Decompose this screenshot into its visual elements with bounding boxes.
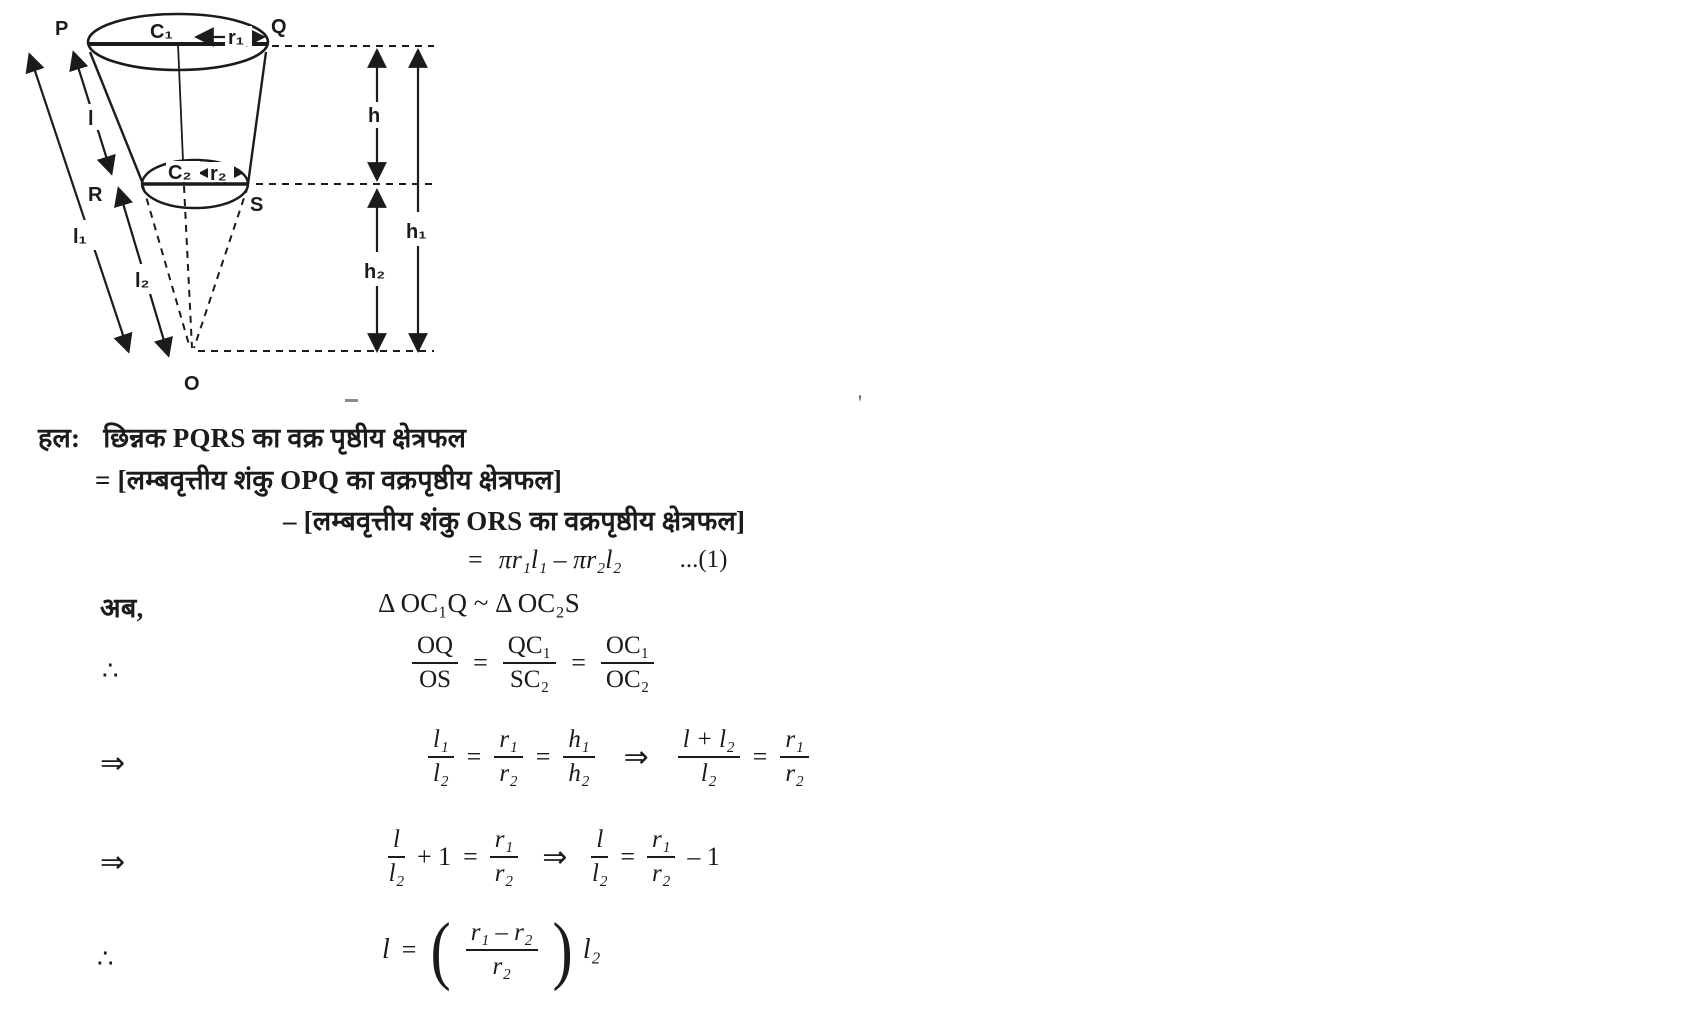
- slant-l2-label: l₂: [135, 270, 150, 292]
- equation-tag-1: ...(1): [679, 546, 728, 573]
- height-h1-label: h₁: [406, 221, 427, 243]
- fraction-oq-os: $\frac{OQ}{OS}$: [412, 633, 458, 694]
- implies-symbol: ⇒: [100, 747, 126, 780]
- equals-sign: =: [473, 648, 488, 678]
- equals-sign: =: [463, 842, 478, 872]
- equals-sign: =: [535, 742, 551, 772]
- fraction-qc1-sc2: $\frac{\text{QC₁}}{\text{SC₂}}$: [503, 633, 556, 694]
- fraction-l1-l2: $\frac{\text{l₁}}{\text{l₂}}$: [428, 727, 454, 788]
- slant-l1-label: l₁: [73, 226, 87, 248]
- radius-r1-label: r₁: [228, 27, 245, 49]
- height-h-label: h: [368, 105, 381, 127]
- ratio-line-3: [388, 827, 720, 888]
- equals-sign: =: [571, 648, 586, 678]
- equals-sign: =: [466, 742, 482, 772]
- fraction-r1-r2: $\frac{\text{r₁}}{\text{r₂}}$: [647, 827, 675, 888]
- ratio-line-1: [412, 633, 654, 694]
- scan-artifact-tick: ': [858, 390, 862, 415]
- close-paren: ): [552, 908, 573, 992]
- solution-line-3: – [लम्बवृत्तीय शंकु ORS का वक्रपृष्ठीय क्षेत्रफल]: [283, 506, 746, 536]
- right-slant-edge: [248, 52, 266, 184]
- l1-arrow: [30, 56, 128, 350]
- diagram-labels: [55, 16, 427, 395]
- fraction-oc1-oc2: $\frac{\text{OC₁}}{\text{OC₂}}$: [601, 633, 654, 694]
- equals-sign: =: [620, 842, 635, 872]
- hidden-lines: [143, 46, 434, 351]
- fraction-r1-minus-r2-over-r2: $\frac{\text{r₁ – r₂}}{\text{r₂}}$: [466, 920, 538, 981]
- solution-line-1-text: छिन्नक PQRS का वक्र पृष्ठीय क्षेत्रफल: [103, 423, 467, 453]
- fraction-r1-r2: $\frac{\text{r₁}}{\text{r₂}}$: [494, 727, 522, 788]
- vertex-o-label: O: [184, 373, 200, 395]
- frustum-diagram: [0, 0, 462, 400]
- vertex-r-label: R: [88, 184, 103, 206]
- fraction-r1-r2: $\frac{\text{r₁}}{\text{r₂}}$: [490, 827, 518, 888]
- open-paren: (: [430, 908, 452, 992]
- solution-line-1: [38, 418, 466, 455]
- therefore-symbol: ∴: [97, 944, 114, 973]
- equals-sign: =: [401, 935, 417, 965]
- implies-symbol: ⇒: [542, 840, 568, 874]
- solution-prefix: हल:: [38, 423, 81, 453]
- center-c2-label: C₂: [168, 162, 192, 184]
- now-label: अब,: [100, 593, 144, 623]
- fraction-l-l2: $\frac{l}{\text{l₂}}$: [592, 826, 608, 888]
- similar-triangles-statement: Δ OC₁Q ~ Δ OC₂S: [378, 588, 580, 618]
- implies-symbol: ⇒: [623, 740, 649, 774]
- fraction-h1-h2: $\frac{\text{h₁}}{\text{h₂}}$: [563, 727, 594, 788]
- plus-one-term: + 1: [416, 842, 452, 872]
- implies-symbol: ⇒: [100, 846, 126, 879]
- solution-line-4: [468, 545, 727, 575]
- vertex-q-label: Q: [271, 16, 287, 38]
- fraction-l-l2: $\frac{l}{\text{l₂}}$: [388, 826, 405, 888]
- center-c1-label: C₁: [150, 21, 173, 43]
- result-line: [382, 908, 601, 992]
- solution-line-2: = [लम्बवृत्तीय शंकु OPQ का वक्रपृष्ठीय क्षेत्रफल]: [95, 465, 563, 495]
- radius-r2-label: r₂: [210, 163, 227, 185]
- lhs-l: l: [382, 934, 390, 966]
- vertex-p-label: P: [55, 18, 69, 40]
- fraction-l-plus-l2-over-l2: $\frac{\text{l + l₂}}{\text{l₂}}$: [678, 727, 740, 788]
- ratio-line-2: [428, 727, 809, 788]
- rhs-l2: l₂: [582, 934, 601, 966]
- therefore-symbol: ∴: [102, 656, 119, 685]
- equals-sign: =: [468, 545, 483, 574]
- vertex-s-label: S: [250, 194, 264, 216]
- slant-l-label: l: [88, 108, 94, 130]
- scan-artifact-dash: [345, 399, 358, 402]
- minus-one-term: – 1: [687, 842, 720, 872]
- fraction-r1-r2: $\frac{\text{r₁}}{\text{r₂}}$: [780, 727, 808, 788]
- height-h2-label: h₂: [364, 261, 386, 283]
- csa-expression: πr₁l₁ – πr₂l₂: [498, 545, 622, 574]
- equals-sign: =: [752, 742, 768, 772]
